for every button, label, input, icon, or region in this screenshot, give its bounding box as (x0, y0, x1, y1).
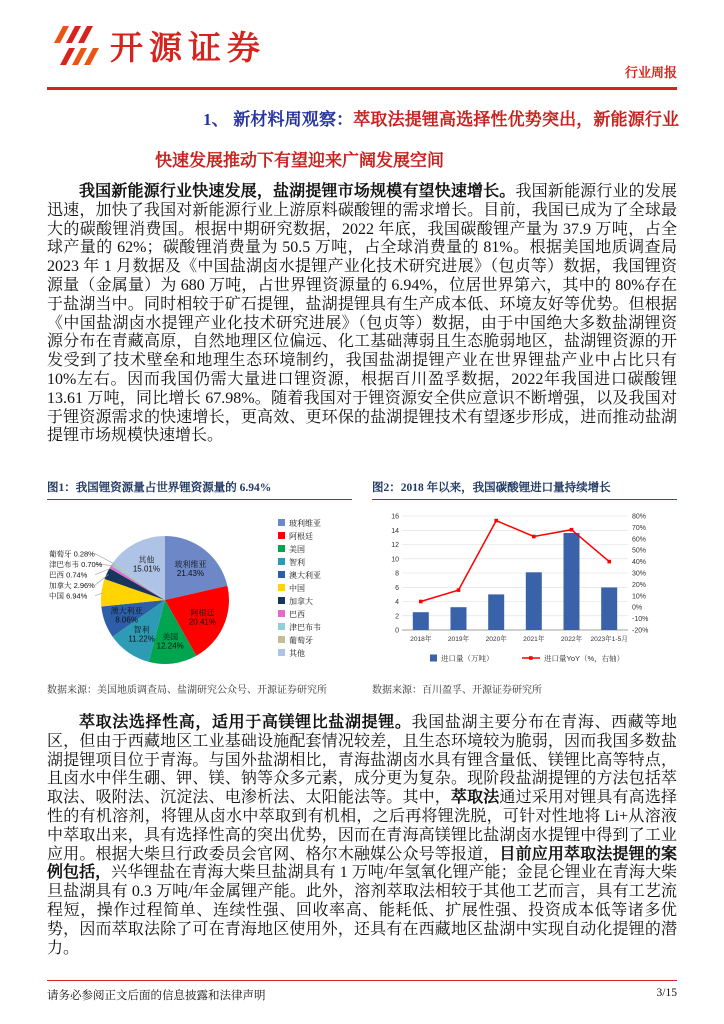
legend-line-marker (529, 656, 533, 660)
x-axis-label: 2023年1-5月 (590, 636, 628, 643)
pie-legend-swatch (278, 649, 285, 656)
pie-legend-label: 津巴布韦 (289, 623, 321, 632)
pie-label: 玻利维亚 (174, 560, 207, 569)
pie-label: 11.22% (128, 634, 155, 644)
right-axis-tick: 50% (632, 547, 647, 555)
figure1-title: 图1：我国锂资源量占世界锂资源量的 6.94% (47, 479, 352, 500)
right-axis-tick: 40% (632, 559, 647, 567)
pie-legend-swatch (278, 610, 285, 617)
bar-3 (526, 572, 542, 630)
section-title (155, 99, 679, 181)
pie-legend-label: 玻利维亚 (289, 519, 321, 528)
pie-legend-label: 智利 (289, 558, 305, 567)
pie-label: 巴西 0.74% (49, 570, 88, 580)
lithium-imports-bar-line-chart (372, 504, 677, 674)
pie-label: 中国 6.94% (49, 591, 88, 601)
pie-legend-swatch (278, 558, 285, 565)
header-divider (47, 87, 677, 90)
logo-stroke (84, 48, 99, 65)
page-number: 3/15 (656, 987, 677, 999)
kaiyuan-logo-icon (52, 26, 100, 66)
footer-disclaimer: 请务必参阅正文后面的信息披露和法律声明 (47, 990, 266, 1002)
pie-legend-label: 葡萄牙 (289, 636, 313, 645)
pie-label: 智利 (133, 625, 150, 635)
pie-label: 澳大利亚 (110, 606, 143, 616)
pie-label: 津巴布韦 0.70% (49, 560, 103, 570)
figure1-source: 数据来源：美国地质调查局、盐湖研究公众号、开源证券研究所 (47, 685, 327, 696)
body-text: 我国新能源行业的发展迅速，加快了我国对新能源行业上游原料碳酸锂的需求增长。目前，我国已成为了全球最大的碳酸锂消费国。根据中期研究数据，2022 年底，我国碳酸锂产量为 37.9 万吨，占全球产量的 62%；碳酸锂消费量为 50.5 万吨，占全球消费量的 81%。根据美国地质调查局 2023 年 1 月数据及《中国盐湖卤水提锂产业化技术研究进展》（包贞等）数据，我国锂资源量（金属量）为 680 万吨，占世界锂资源量的 6.94%，位居世界第六，其中的 80%存在于盐湖当中。同时相较于矿石提锂，盐湖提锂具有生产成本低、环境友好等优势。但根据《中国盐湖卤水提锂产业化技术研究进展》（包贞等）数据，由于中国绝大多数盐湖锂资源分布在青藏高原，自然地理区位偏远、化工基础薄弱且生态脆弱地区，盐湖锂资源的开发受到了技术壁垒和地理生态环境制约，我国盐湖提锂产业在世界锂盐产业中占比只有 10%左右。因而我国仍需大量进口锂资源，根据百川盈孚数据，2022年我国进口碳酸锂 13.61 万吨，同比增长 67.98%。随着我国对于锂资源安全供应意识不断增强，以及我国对于锂资源需求的快速增长，更高效、更环保的盐湖提锂技术有望逐步形成，进而推动盐湖提锂市场规模快速增长。 (47, 183, 677, 445)
left-axis-tick: 4 (395, 599, 399, 606)
left-axis-tick: 16 (391, 513, 399, 521)
right-axis-tick: -20% (632, 627, 649, 635)
yoy-marker-1 (457, 588, 461, 592)
pie-legend-label: 巴西 (289, 610, 305, 619)
pie-label: 8.06% (115, 615, 138, 625)
right-axis-tick: 20% (632, 581, 647, 589)
right-axis-tick: -10% (632, 616, 649, 624)
pie-legend-swatch (278, 545, 285, 552)
yoy-marker-2 (494, 519, 498, 523)
pie-legend-label: 其他 (289, 649, 305, 658)
legend-label: 进口量（万吨） (441, 654, 494, 663)
body-text: 我国盐湖主要分布在青海、西藏等地区，但由于西藏地区工业基础设施配套情况较差，且生态环境较为脆弱，因而我国多数盐湖提锂项目位于青海。与国外盐湖相比，青海盐湖卤水具有锂含量低、镁锂比高等特点，且卤水中伴生硼、钾、镁、钠等众多元素，成分更为复杂。现阶段盐湖提锂的方法包括萃取法、吸附法、沉淀法、电渗析法、太阳能法等。其中， (47, 714, 677, 807)
right-axis-tick: 70% (632, 524, 647, 532)
pie-label: 美国 (162, 632, 179, 642)
logo-stroke (54, 26, 69, 43)
x-axis-label: 2018年 (410, 636, 432, 643)
header (50, 14, 677, 84)
section-title-text: 萃取法提锂高选择性优势突出，新能源行业快速发展推动下有望迎来广阔发展空间 (155, 110, 680, 170)
pie-legend-swatch (278, 571, 285, 578)
x-axis-label: 2022年 (560, 636, 583, 643)
left-axis-tick: 6 (395, 584, 399, 592)
pie-legend-swatch (278, 532, 285, 539)
pie-label: 加拿大 2.96% (49, 581, 95, 591)
right-axis-tick: 80% (632, 513, 647, 521)
logo-text: 开源证券 (110, 31, 266, 67)
emphasis-text: 萃取法 (450, 789, 500, 807)
body-text: 通过采用对锂具有高选择性的有机溶剂，将锂从卤水中萃取到有机相，之后再将锂洗脱，可针对性地将 Li+从溶液中萃取出来，具有选择性高的突出优势，因而在青海高镁锂比盐湖卤水提锂中得到了工业应用。根据大柴旦行政委员会官网、格尔木融媒公众号等报道， (47, 789, 677, 863)
left-axis-tick: 10 (391, 556, 399, 564)
pie-legend-label: 中国 (289, 584, 305, 593)
bar-0 (413, 612, 429, 630)
pie-legend-label: 阿根廷 (289, 532, 313, 541)
figure2-title: 图2：2018 年以来，我国碳酸锂进口量持续增长 (372, 479, 677, 500)
bar-4 (564, 533, 580, 630)
logo-stroke (78, 26, 93, 43)
right-axis-tick: 0% (632, 604, 643, 612)
left-axis-tick: 8 (395, 570, 399, 578)
pie-legend-swatch (278, 623, 285, 630)
pie-legend-label: 澳大利亚 (289, 571, 321, 580)
paragraph-2 (47, 714, 677, 958)
pie-label: 21.43% (176, 569, 205, 578)
bar-5 (601, 588, 617, 631)
right-axis-tick: 10% (632, 593, 647, 601)
pie-legend-swatch (278, 636, 285, 643)
yoy-line (421, 521, 609, 602)
footer-divider (47, 980, 677, 981)
yoy-marker-0 (419, 600, 423, 604)
pie-legend-swatch (278, 519, 285, 526)
pie-label: 12.24% (156, 641, 184, 651)
logo-stroke (60, 48, 75, 65)
x-axis-label: 2020年 (485, 636, 507, 643)
legend-swatch (430, 655, 437, 662)
right-axis-tick: 60% (632, 536, 647, 544)
right-axis-tick: 30% (632, 570, 647, 578)
left-axis-tick: 14 (391, 527, 399, 535)
x-axis-label: 2021年 (523, 636, 545, 643)
yoy-marker-3 (532, 535, 536, 539)
bar-2 (488, 594, 504, 630)
legend-label: 进口量YoY（%，右轴） (544, 654, 625, 663)
logo-stroke (66, 26, 81, 43)
paragraph-1 (47, 183, 677, 446)
pie-legend-swatch (278, 584, 285, 591)
left-axis-tick: 0 (395, 627, 399, 635)
pie-label: 阿根廷 (190, 608, 215, 618)
pie-label: 其他 (138, 555, 155, 565)
yoy-marker-4 (570, 528, 574, 532)
footer (47, 987, 677, 1003)
pie-legend-label: 美国 (289, 545, 305, 554)
emphasis-text: 目前应用萃取法提锂的案例包括， (47, 845, 677, 882)
report-type-label: 行业周报 (624, 65, 677, 80)
pie-legend-label: 加拿大 (289, 597, 313, 606)
pie-legend-swatch (278, 597, 285, 604)
pie-label: 20.41% (188, 617, 216, 627)
emphasis-text: 我国新能源行业快速发展，盐湖提锂市场规模有望快速增长。 (79, 183, 516, 200)
section-title-prefix: 1、 新材料周观察： (203, 110, 354, 129)
figure2-source: 数据来源：百川盈孚、开源证券研究所 (372, 685, 542, 696)
bar-1 (451, 607, 467, 630)
body-text: 兴华锂盐在青海大柴旦盐湖具有 1 万吨/年氢氧化锂产能；金昆仑锂业在青海大柴旦盐湖具有 0.3 万吨/年金属锂产能。此外，溶剂萃取法相较于其他工艺而言，具有工艺流程短，操作过程简单、连续性强、回收率高、能耗低、扩展性强、投资成本低等诸多优势，因而萃取法除了可在青海地区使用外，还具有在西藏地区盐湖中实现自动化提锂的潜力。 (47, 864, 677, 957)
logo (52, 22, 266, 69)
pie-label: 葡萄牙 0.28% (49, 549, 95, 559)
logo-stroke (72, 48, 87, 65)
pie-label: 15.01% (132, 564, 160, 574)
left-axis-tick: 12 (391, 542, 399, 549)
lithium-resources-pie-chart (47, 504, 352, 674)
yoy-marker-5 (607, 560, 611, 564)
left-axis-tick: 2 (395, 613, 399, 621)
x-axis-label: 2019年 (447, 636, 470, 643)
emphasis-text: 萃取法选择性高，适用于高镁锂比盐湖提锂。 (79, 714, 412, 731)
